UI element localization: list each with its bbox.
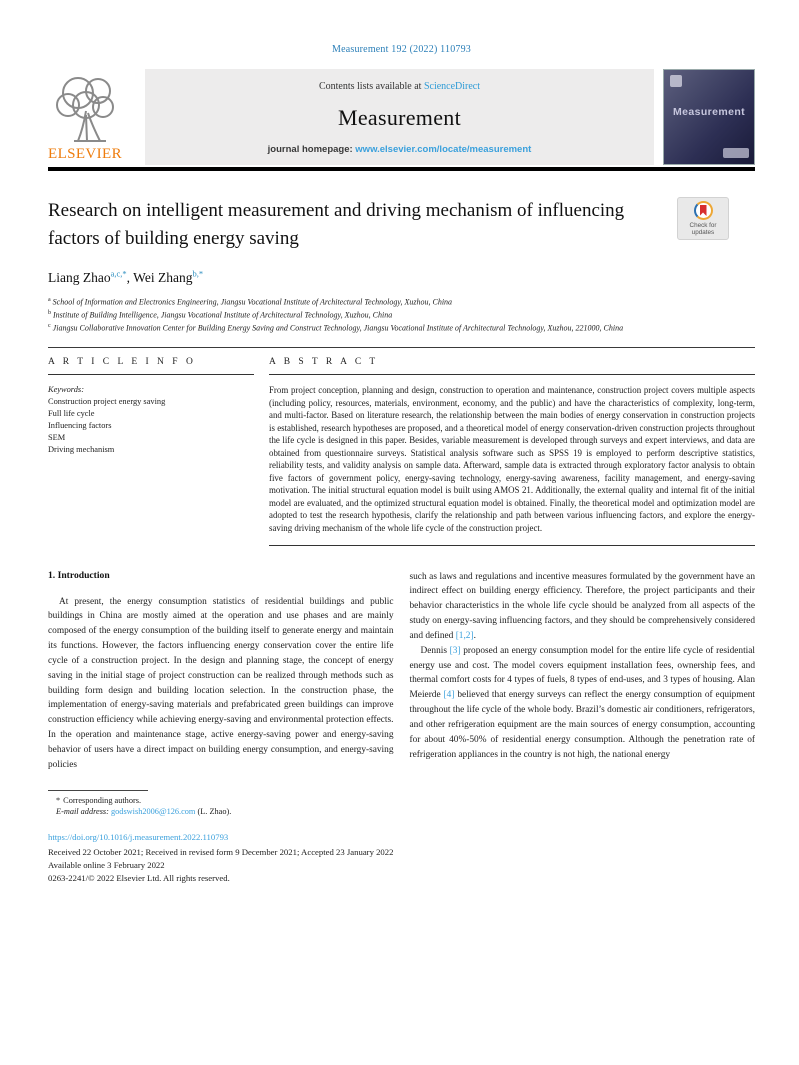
author-list: [48, 268, 755, 286]
journal-banner: [145, 69, 654, 165]
keywords-label: Keywords:: [48, 384, 84, 394]
cover-publisher-icon: [670, 75, 682, 87]
article-info-heading: A R T I C L E I N F O: [48, 357, 254, 375]
body-paragraph: Dennis [3] proposed an energy consumption model for the entire life cycle of residential energy use and cost. The model covers equipment installation fees, ownership fees, and thermal comfort costs for 4 types of fuels, 8 types of end-uses, and 3 types of housing. Alan Meierde [4] believed that energy surveys can reflect the energy consumption of equipment throughout the life cycle of the whole body. Brazil’s domestic air conditioners, refrigerators, and other refrigeration equipment are the main sources of energy consumption, accounting for about 40%-50% of residential energy consumption. Although the penetration rate of refrigeration appliances in the country is not high, the national energy: [409, 645, 755, 760]
abstract-column: [269, 357, 755, 546]
article-footer: [48, 831, 755, 885]
affiliation-line: $^b$ Institute of Building Intelligence, Jiangsu Vocational Institute of Architectural Technology, Xuzhou, China: [48, 309, 393, 320]
affiliation-line: $^a$ School of Information and Electronics Engineering, Jiangsu Vocational Institute of Architectural Technology, Xuzhou, China: [48, 296, 453, 307]
citation-ref-3[interactable]: [3]: [449, 645, 461, 656]
article-info-column: [48, 357, 254, 546]
crossmark-icon: [694, 201, 713, 220]
journal-citation: Measurement 192 (2022) 110793: [331, 44, 471, 55]
article-title: Research on intelligent measurement and driving mechanism of influencing factors of building energy saving: [48, 200, 625, 249]
elsevier-logo: [48, 69, 145, 165]
keywords-block: [48, 384, 254, 456]
citation-ref-1-2[interactable]: [1,2]: [455, 630, 474, 641]
received-dates: Received 22 October 2021; Received in revised form 9 December 2021; Accepted 23 January 2022: [48, 846, 394, 857]
email-link[interactable]: godswish2006@126.com: [111, 807, 196, 817]
keyword: Construction project energy saving: [48, 396, 166, 406]
introduction-paragraph: At present, the energy consumption statistics of residential buildings and public buildings in China are mostly aimed at the operation and use phases and are mainly composed of the energy consumption of the building itself to generate energy and maintain its functions. However, the factors influencing energy conservation cover the entire life cycle of a construction project. In the design and planning stage, the concept of energy saving in the initial stage of project construction can be realized through methods such as building form design and building location selection. In the construction phase, the implementation of energy-saving materials and prefabricated green buildings can improve construction efficiency while achieving energy-saving and environmental protection effects. In the operation and maintenance stage, active energy-saving power and energy-saving behavior of users have a direct impact on building energy consumption, and energy-saving policies: [48, 596, 394, 770]
contents-line: [155, 81, 644, 92]
homepage-line: [155, 144, 644, 155]
author-name: Wei Zhang: [133, 269, 193, 285]
corresponding-author-footnote: [48, 790, 755, 818]
citation-ref-4[interactable]: [4]: [443, 690, 455, 701]
elsevier-wordmark: ELSEVIER: [48, 146, 123, 162]
title-row: [48, 197, 755, 253]
badge-text: Check for updates: [689, 222, 717, 236]
right-column: [410, 570, 756, 773]
section-divider: [48, 347, 755, 348]
contents-prefix: Contents lists available at: [318, 81, 424, 92]
header-divider-bar: [48, 167, 755, 171]
keyword: SEM: [48, 432, 66, 442]
keyword: Driving mechanism: [48, 444, 115, 454]
affiliations: [48, 295, 755, 334]
footnote-rule: [48, 790, 148, 791]
author-name: Liang Zhao: [48, 269, 111, 285]
body-columns: [48, 570, 755, 773]
left-column: [48, 570, 394, 773]
cover-journal-title: Measurement: [672, 105, 746, 118]
cover-society-icon: [723, 148, 749, 158]
body-paragraph: such as laws and regulations and incentive measures formulated by the government have an indirect effect on building energy efficiency. Therefore, the project participants and their behavior characteristics in the whole life cycle should be analyzed from all aspects of the study on energy-saving influencing factors, and they should be comprehensively considered and defined [1,2].: [409, 571, 755, 641]
keyword: Influencing factors: [48, 420, 112, 430]
homepage-label: journal homepage:: [267, 144, 356, 155]
keyword: Full life cycle: [48, 408, 95, 418]
introduction-heading: 1. Introduction: [48, 569, 110, 581]
elsevier-tree-icon: [48, 71, 126, 145]
author-affil-marks[interactable]: a,c,*: [110, 268, 127, 278]
abstract-text: From project conception, planning and design, construction to operation and maintenance, construction project covers multiple aspects (including policy, resources, materials, environment, economy, and the public) and have the characteristics of complexity, long-term, and multi-factor. Based on literature research, the relationship between the main bodies of energy conservation in construction projects is established, research hypotheses are proposed, and a theoretical model of energy conservation-driven construction projects throughout the life cycle is designed in this paper. Besides, variable measurement is developed through surveys and expert interviews, and data are obtained from questionnaire surveys. Statistical analysis software such as SPSS 19 is employed to perform descriptive statistics, reliability tests, and validity analysis on sample data. Afterward, sample data is extracted through exploratory factor analysis to obtain five factors of government policy, energy-saving technology, energy-saving awareness, facility management, and energy-saving motivation. The initial structural equation model is built using AMOS 21. Additionally, the external quality and internal fit of the initial model are evaluated, and the optimized structural equation model is obtained. Finally, the theoretical model and optimization model are adopted to test the research hypothesis, clarify the relationship and path between various influencing factors, and explore the energy-saving driving mechanism of the whole life cycle of the construction project.: [269, 384, 755, 533]
journal-header: [48, 69, 755, 165]
sciencedirect-link[interactable]: ScienceDirect: [423, 81, 481, 92]
doi-link[interactable]: https://doi.org/10.1016/j.measurement.2022.110793: [48, 831, 229, 842]
author: [133, 270, 203, 285]
affiliation-line: $^c$ Jiangsu Collaborative Innovation Center for Building Energy Saving and Construct Technology, Jiangsu Vocational Institute of Architectural Technology, Xuzhou, 221000, China: [48, 322, 624, 333]
author-affil-marks[interactable]: b,*: [192, 268, 204, 278]
abstract-heading: A B S T R A C T: [269, 357, 755, 375]
abstract-end-rule: [269, 545, 755, 546]
info-abstract-section: [48, 357, 755, 546]
author: Liang Zhao$^{a,c,*}$,: [48, 268, 134, 285]
journal-name: Measurement: [337, 105, 462, 130]
copyright-line: 0263-2241/© 2022 Elsevier Ltd. All rights reserved.: [48, 872, 230, 883]
journal-cover-thumbnail[interactable]: [663, 69, 755, 165]
corresponding-note: * Corresponding authors.: [56, 795, 142, 805]
check-for-updates-badge[interactable]: [677, 197, 729, 240]
email-line: E-mail address: godswish2006@126.com (L. Zhao).: [56, 807, 232, 817]
homepage-link[interactable]: www.elsevier.com/locate/measurement: [355, 144, 532, 155]
available-online: Available online 3 February 2022: [48, 859, 165, 870]
